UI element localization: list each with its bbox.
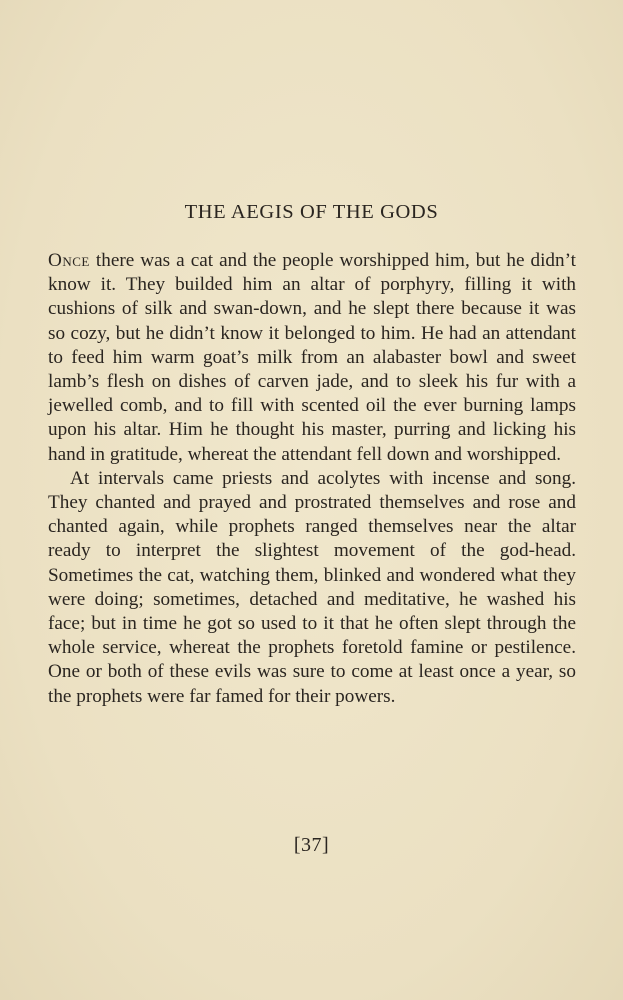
running-title: THE AEGIS OF THE GODS <box>184 201 439 223</box>
paragraph-2: At intervals came priests and acolytes with incense and song. They chanted and prayed and prostrated themselves and rose and chanted again, while prophets ranged themselves near the altar ready to interpret the slightest movement of the god-head. Sometimes the cat, watching them, blinked and wondered what they were doing; sometimes, detached and meditative, he washed his face; but in time he got so used to it that he often slept through the whole service, whereat the prophets foretold famine or pestilence. One or both of these evils was sure to come at least once a year, so the prophets were far famed for their powers. <box>48 467 576 707</box>
page-number: [37] <box>293 834 330 856</box>
paragraph-1-text: there was a cat and the people worshipped him, but he didn’t know it. They builded him an altar of porphyry, filling it with cushions of silk and swan-down, and he slept there because it was so cozy, but he didn’t know it belonged to him. He had an attendant to feed him warm goat’s milk from an alabaster bowl and sweet lamb’s flesh on dishes of carven jade, and to sleek his fur with a jewelled comb, and to fill with scented oil the ever burning lamps upon his altar. Him he thought his master, purring and licking his hand in gratitude, whereat the attendant fell down and worshipped. <box>48 250 576 465</box>
body-text <box>48 249 576 709</box>
paragraph-1 <box>48 249 576 467</box>
paragraph-1-lead-word: Once <box>48 250 90 271</box>
